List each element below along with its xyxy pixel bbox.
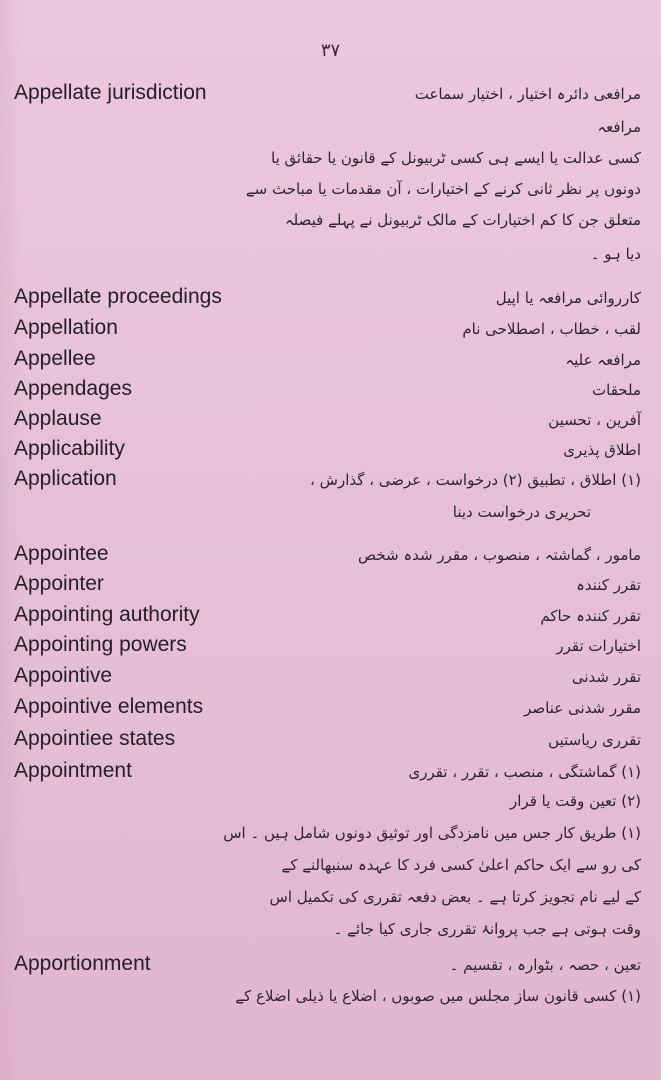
- term: Appointment: [14, 759, 132, 782]
- term: Appointee: [14, 542, 109, 565]
- term: Appellee: [14, 347, 96, 370]
- definition-line: کی رو سے ایک حاکم اعلیٰ کسی فرد کا عہدہ سنبھالنے کے: [281, 856, 641, 874]
- term: Appointing authority: [14, 603, 200, 626]
- term: Application: [14, 467, 117, 490]
- meaning: اختیارات تقرر: [556, 637, 641, 655]
- meaning: اطلاق پذیری: [563, 441, 641, 459]
- meaning: تعین ، حصہ ، بٹوارہ ، تقسیم ۔: [449, 956, 641, 974]
- meaning: تقرر کنندہ حاکم: [540, 607, 641, 625]
- term: Appellate jurisdiction: [14, 81, 207, 104]
- meaning: ملحقات: [592, 381, 641, 399]
- definition-line: (۱) طریق کار جس میں نامزدگی اور توثیق دونوں شامل ہیں ۔ اس: [223, 824, 641, 842]
- definition-line: (۲) تعین وقت یا قرار: [510, 792, 641, 810]
- meaning: تقرری ریاستیں: [548, 731, 641, 749]
- term: Appointive: [14, 664, 113, 687]
- meaning: لقب ، خطاب ، اصطلاحی نام: [462, 320, 641, 338]
- term: Appointive elements: [14, 695, 204, 718]
- meaning: (۱) اطلاق ، تطبیق (۲) درخواست ، عرضی ، گذارش ،: [310, 471, 641, 489]
- meaning: مرافعی دائرہ اختیار ، اختیار سماعت: [414, 85, 641, 103]
- term: Applause: [14, 407, 102, 430]
- term: Appointing powers: [14, 633, 187, 656]
- meaning: کارروائی مرافعہ یا اپیل: [495, 289, 641, 307]
- definition-line: دیا ہو ۔: [590, 245, 641, 263]
- term: Appellation: [14, 316, 118, 339]
- term: Applicability: [14, 437, 125, 460]
- meaning: مرافعہ علیہ: [565, 351, 641, 369]
- meaning: تقرر شدنی: [571, 668, 641, 686]
- definition-line: کسی عدالت یا ایسے ہی کسی ٹربیونل کے قانون یا حقائق یا: [271, 149, 641, 167]
- definition-line: مرافعہ: [597, 118, 641, 136]
- meaning: تقرر کنندہ: [576, 576, 641, 594]
- term: Appendages: [14, 377, 132, 400]
- meaning: مقرر شدنی عناصر: [524, 699, 641, 717]
- definition-line: کے لیے نام تجویز کرتا ہے ۔ بعض دفعہ تقرری کی تکمیل اس: [269, 888, 641, 906]
- definition-line: (۱) کسی قانون ساز مجلس میں صوبوں ، اضلاع یا ذیلی اضلاع کے: [235, 987, 641, 1005]
- term: Appellate proceedings: [14, 285, 222, 308]
- definition-line: وقت ہوتی ہے جب پروانۂ تقرری جاری کیا جائے ۔: [333, 920, 641, 938]
- term: Appointer: [14, 572, 104, 595]
- definition-line: دونوں پر نظر ثانی کرنے کے اختیارات ، آن مقدمات یا مباحث سے: [245, 180, 641, 198]
- meaning: (۱) گماشتگی ، منصب ، تقرر ، تقرری: [408, 763, 641, 781]
- definition-line: تحریری درخواست دینا: [452, 503, 591, 521]
- definition-line: متعلق جن کا کم اختیارات کے مالک ٹربیونل نے پہلے فیصلہ: [284, 211, 641, 229]
- term: Appointiee states: [14, 727, 176, 750]
- term: Apportionment: [14, 952, 151, 975]
- meaning: مامور ، گماشتہ ، منصوب ، مقرر شدہ شخص: [357, 546, 641, 564]
- meaning: آفرین ، تحسین: [548, 411, 641, 429]
- page-number: ۳۷: [320, 40, 341, 61]
